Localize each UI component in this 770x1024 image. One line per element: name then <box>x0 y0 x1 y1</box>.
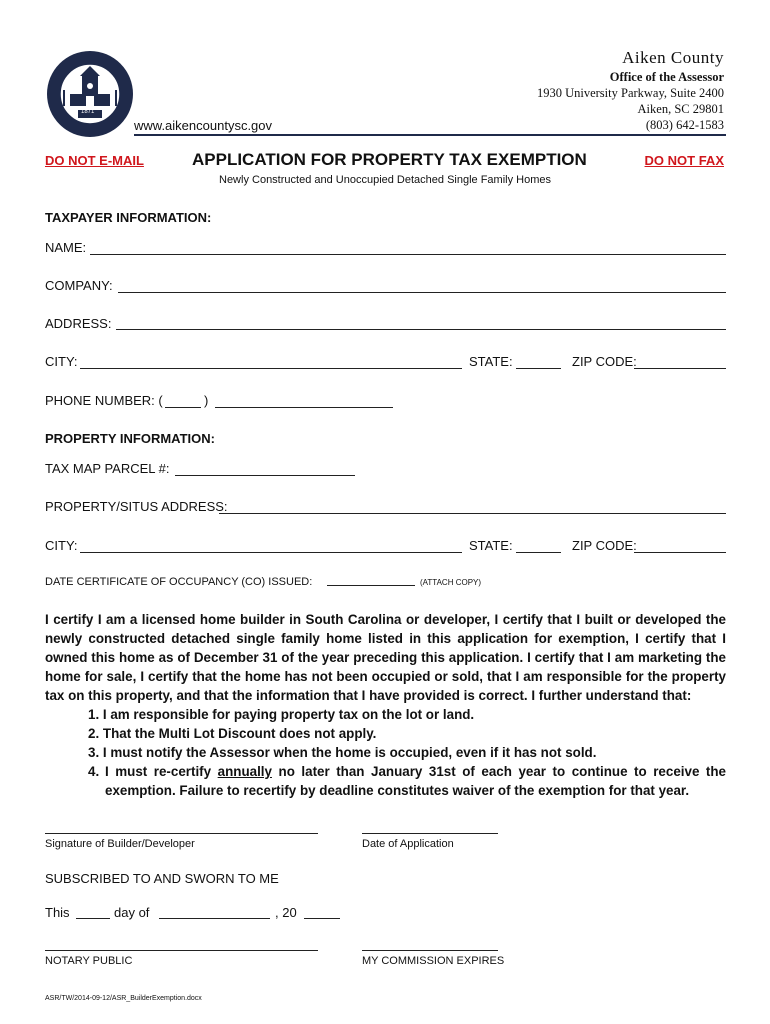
office-name: Office of the Assessor <box>609 70 724 84</box>
situs-address-label: PROPERTY/SITUS ADDRESS: <box>45 499 228 514</box>
county-seal <box>46 50 134 138</box>
state-label: STATE: <box>469 354 513 369</box>
property-city-label: CITY: <box>45 538 78 553</box>
commission-expires-field[interactable] <box>362 950 498 951</box>
annually-emphasis: annually <box>217 764 272 779</box>
property-city-field[interactable] <box>80 552 462 553</box>
month-field[interactable] <box>159 918 270 919</box>
office-address-line2: Aiken, SC 29801 <box>637 102 724 116</box>
this-label: This <box>45 905 70 920</box>
phone-label: PHONE NUMBER: ( <box>45 393 163 408</box>
certification-paragraph: I certify I am a licensed home builder in South Carolina or developer, I certify that I built or developed the newly constructed detached single family home listed in this application for exemption, I certify that I owned this home as of December 31 of the year preceding this application. I certify that I am marketing the home for sale, I certify that the home has not been occupied or sold, that I am responsible for the property tax on this property, and that the information that I have provided is correct. I further understand that: <box>45 612 726 703</box>
property-heading: PROPERTY INFORMATION: <box>45 431 215 446</box>
do-not-email-warning: DO NOT E-MAIL <box>45 153 144 168</box>
tax-map-field[interactable] <box>175 475 355 476</box>
notary-public-label: NOTARY PUBLIC <box>45 955 133 967</box>
property-zip-field[interactable] <box>634 552 726 553</box>
day-field[interactable] <box>76 918 110 919</box>
office-address-line1: 1930 University Parkway, Suite 2400 <box>536 86 724 100</box>
certification-item-4-line-2: exemption. Failure to recertify by deadline constitutes waiver of the exemption for that year. <box>105 783 690 798</box>
certification-item-3: 3. I must notify the Assessor when the home is occupied, even if it has not sold. <box>88 745 597 760</box>
seal-year: 1871 <box>81 109 95 115</box>
certification-item-4-num: 4. <box>88 764 100 779</box>
commission-expires-label: MY COMMISSION EXPIRES <box>362 955 505 967</box>
document-id: ASR/TW/2014-09-12/ASR_BuilderExemption.docx <box>45 995 202 1002</box>
day-of-label: day of <box>114 905 150 920</box>
certification-item-4-part-a: I must re-certify <box>105 764 212 779</box>
form-title: APPLICATION FOR PROPERTY TAX EXEMPTION <box>192 150 587 169</box>
office-phone: (803) 642-1583 <box>645 118 724 132</box>
state-field[interactable] <box>516 368 561 369</box>
property-state-field[interactable] <box>516 552 561 553</box>
attach-copy-note: (ATTACH COPY) <box>420 578 482 587</box>
name-label: NAME: <box>45 240 87 255</box>
certification-item-4-part-b: no later than January 31st of each year to continue to receive the <box>278 764 727 779</box>
tax-map-label: TAX MAP PARCEL #: <box>45 461 170 476</box>
form-subtitle: Newly Constructed and Unoccupied Detached Single Family Homes <box>219 174 551 186</box>
builder-signature-field[interactable] <box>45 833 318 834</box>
property-zip-label: ZIP CODE: <box>572 538 637 553</box>
application-date-label: Date of Application <box>362 838 454 850</box>
year-field[interactable] <box>304 918 340 919</box>
zip-field[interactable] <box>634 368 726 369</box>
phone-paren: ) <box>204 393 209 408</box>
taxpayer-heading: TAXPAYER INFORMATION: <box>45 210 212 225</box>
application-date-field[interactable] <box>362 833 498 834</box>
company-label: COMPANY: <box>45 278 113 293</box>
zip-label: ZIP CODE: <box>572 354 637 369</box>
phone-field[interactable] <box>215 407 393 408</box>
area-code-field[interactable] <box>165 407 201 408</box>
address-label: ADDRESS: <box>45 316 112 331</box>
address-field[interactable] <box>116 329 726 330</box>
header-rule <box>134 134 726 136</box>
year-prefix-label: , 20 <box>275 905 297 920</box>
website-link[interactable]: www.aikencountysc.gov <box>134 118 273 133</box>
co-date-label: DATE CERTIFICATE OF OCCUPANCY (CO) ISSUED: <box>45 576 313 588</box>
do-not-fax-warning: DO NOT FAX <box>644 153 724 168</box>
name-field[interactable] <box>90 254 726 255</box>
certification-item-4 <box>105 762 726 781</box>
certification-item-1: 1. I am responsible for paying property tax on the lot or land. <box>88 707 475 722</box>
notary-signature-field[interactable] <box>45 950 318 951</box>
county-name: Aiken County <box>622 48 724 67</box>
co-date-field[interactable] <box>327 585 415 586</box>
company-field[interactable] <box>118 292 726 293</box>
sworn-heading: SUBSCRIBED TO AND SWORN TO ME <box>45 871 279 886</box>
certification-item-2: 2. That the Multi Lot Discount does not apply. <box>88 726 377 741</box>
city-label: CITY: <box>45 354 78 369</box>
city-field[interactable] <box>80 368 462 369</box>
property-state-label: STATE: <box>469 538 513 553</box>
builder-signature-label: Signature of Builder/Developer <box>45 838 195 850</box>
situs-address-field[interactable] <box>219 513 726 514</box>
